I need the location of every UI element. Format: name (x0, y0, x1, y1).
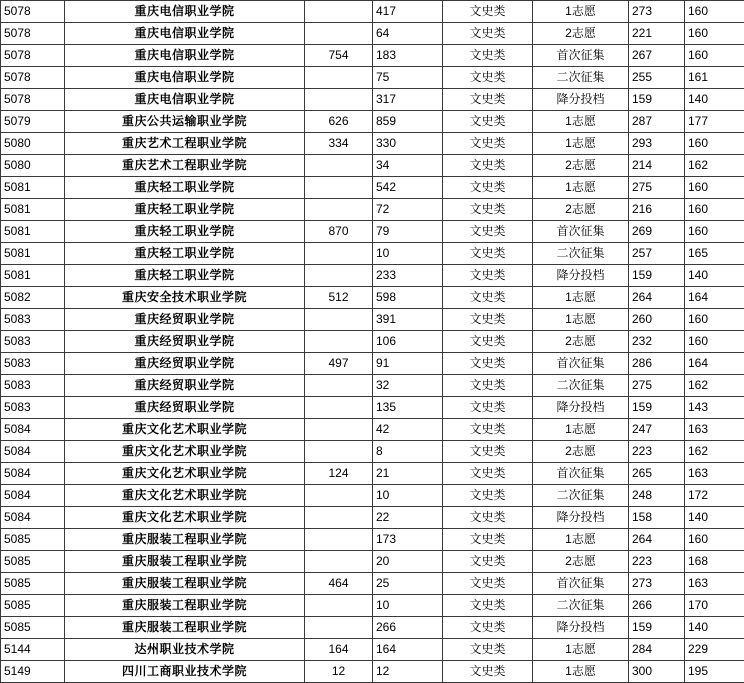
cell-category: 文史类 (443, 353, 533, 375)
cell-control-line: 162 (685, 375, 744, 397)
cell-school-code: 5149 (1, 661, 65, 683)
cell-applicants: 417 (373, 1, 443, 23)
cell-applicants: 8 (373, 441, 443, 463)
table-row (1, 45, 744, 67)
cell-batch: 降分投档 (533, 617, 629, 639)
cell-score-line: 269 (629, 221, 685, 243)
cell-plan-count (305, 551, 373, 573)
cell-control-line: 172 (685, 485, 744, 507)
cell-score-line: 221 (629, 23, 685, 45)
cell-school-code: 5078 (1, 1, 65, 23)
cell-category: 文史类 (443, 551, 533, 573)
cell-applicants: 72 (373, 199, 443, 221)
cell-plan-count (305, 243, 373, 265)
cell-score-line: 232 (629, 331, 685, 353)
table-row (1, 529, 744, 551)
table-row (1, 265, 744, 287)
cell-control-line: 140 (685, 507, 744, 529)
cell-school-code: 5081 (1, 199, 65, 221)
cell-score-line: 264 (629, 529, 685, 551)
cell-applicants: 12 (373, 661, 443, 683)
cell-category: 文史类 (443, 397, 533, 419)
cell-batch: 2志愿 (533, 23, 629, 45)
cell-score-line: 300 (629, 661, 685, 683)
cell-batch: 1志愿 (533, 177, 629, 199)
cell-applicants: 64 (373, 23, 443, 45)
cell-batch: 二次征集 (533, 595, 629, 617)
cell-category: 文史类 (443, 155, 533, 177)
cell-category: 文史类 (443, 485, 533, 507)
cell-school-name: 重庆服装工程职业学院 (65, 595, 305, 617)
cell-plan-count (305, 375, 373, 397)
table-row (1, 639, 744, 661)
cell-score-line: 287 (629, 111, 685, 133)
table-row (1, 397, 744, 419)
table-row (1, 287, 744, 309)
cell-batch: 2志愿 (533, 155, 629, 177)
cell-applicants: 542 (373, 177, 443, 199)
cell-score-line: 159 (629, 397, 685, 419)
cell-school-name: 重庆经贸职业学院 (65, 353, 305, 375)
cell-school-name: 重庆经贸职业学院 (65, 397, 305, 419)
cell-plan-count: 164 (305, 639, 373, 661)
cell-school-code: 5085 (1, 595, 65, 617)
cell-category: 文史类 (443, 133, 533, 155)
cell-score-line: 159 (629, 265, 685, 287)
cell-plan-count: 626 (305, 111, 373, 133)
cell-category: 文史类 (443, 419, 533, 441)
cell-control-line: 195 (685, 661, 744, 683)
cell-school-name: 重庆艺术工程职业学院 (65, 155, 305, 177)
cell-applicants: 79 (373, 221, 443, 243)
table-row (1, 155, 744, 177)
cell-score-line: 266 (629, 595, 685, 617)
cell-school-name: 重庆轻工职业学院 (65, 177, 305, 199)
cell-batch: 2志愿 (533, 441, 629, 463)
cell-score-line: 275 (629, 375, 685, 397)
cell-category: 文史类 (443, 199, 533, 221)
cell-control-line: 140 (685, 89, 744, 111)
cell-applicants: 233 (373, 265, 443, 287)
cell-control-line: 168 (685, 551, 744, 573)
cell-category: 文史类 (443, 23, 533, 45)
cell-school-name: 四川工商职业技术学院 (65, 661, 305, 683)
cell-score-line: 159 (629, 617, 685, 639)
cell-batch: 首次征集 (533, 45, 629, 67)
cell-category: 文史类 (443, 375, 533, 397)
cell-batch: 2志愿 (533, 551, 629, 573)
cell-applicants: 21 (373, 463, 443, 485)
cell-score-line: 247 (629, 419, 685, 441)
cell-applicants: 10 (373, 243, 443, 265)
cell-school-name: 重庆电信职业学院 (65, 67, 305, 89)
cell-score-line: 257 (629, 243, 685, 265)
cell-school-name: 重庆轻工职业学院 (65, 199, 305, 221)
table-row (1, 419, 744, 441)
table-row (1, 1, 744, 23)
cell-category: 文史类 (443, 309, 533, 331)
table-row (1, 485, 744, 507)
table-row (1, 331, 744, 353)
cell-batch: 首次征集 (533, 353, 629, 375)
cell-category: 文史类 (443, 1, 533, 23)
cell-applicants: 391 (373, 309, 443, 331)
cell-batch: 首次征集 (533, 573, 629, 595)
cell-school-code: 5078 (1, 89, 65, 111)
cell-plan-count: 334 (305, 133, 373, 155)
table-row (1, 111, 744, 133)
cell-applicants: 22 (373, 507, 443, 529)
cell-batch: 首次征集 (533, 463, 629, 485)
cell-school-code: 5082 (1, 287, 65, 309)
cell-control-line: 140 (685, 265, 744, 287)
cell-school-code: 5080 (1, 133, 65, 155)
cell-applicants: 106 (373, 331, 443, 353)
cell-control-line: 160 (685, 331, 744, 353)
cell-batch: 二次征集 (533, 67, 629, 89)
cell-plan-count (305, 89, 373, 111)
cell-control-line: 164 (685, 353, 744, 375)
cell-applicants: 10 (373, 485, 443, 507)
cell-batch: 降分投档 (533, 397, 629, 419)
table-row (1, 89, 744, 111)
cell-plan-count: 497 (305, 353, 373, 375)
cell-school-name: 重庆文化艺术职业学院 (65, 507, 305, 529)
cell-batch: 首次征集 (533, 221, 629, 243)
cell-control-line: 160 (685, 529, 744, 551)
cell-plan-count: 464 (305, 573, 373, 595)
cell-plan-count (305, 199, 373, 221)
cell-score-line: 284 (629, 639, 685, 661)
cell-school-name: 重庆经贸职业学院 (65, 375, 305, 397)
cell-plan-count (305, 23, 373, 45)
cell-applicants: 10 (373, 595, 443, 617)
cell-category: 文史类 (443, 331, 533, 353)
cell-batch: 1志愿 (533, 111, 629, 133)
cell-control-line: 163 (685, 419, 744, 441)
cell-score-line: 223 (629, 551, 685, 573)
cell-control-line: 165 (685, 243, 744, 265)
cell-plan-count (305, 617, 373, 639)
cell-category: 文史类 (443, 617, 533, 639)
cell-applicants: 173 (373, 529, 443, 551)
cell-control-line: 163 (685, 573, 744, 595)
cell-plan-count (305, 331, 373, 353)
cell-control-line: 161 (685, 67, 744, 89)
cell-school-code: 5085 (1, 617, 65, 639)
table-row (1, 573, 744, 595)
cell-batch: 降分投档 (533, 89, 629, 111)
cell-applicants: 135 (373, 397, 443, 419)
cell-score-line: 286 (629, 353, 685, 375)
table-row (1, 309, 744, 331)
cell-plan-count: 124 (305, 463, 373, 485)
cell-applicants: 32 (373, 375, 443, 397)
table-row (1, 67, 744, 89)
table-row (1, 353, 744, 375)
cell-school-code: 5083 (1, 353, 65, 375)
cell-plan-count (305, 309, 373, 331)
table-row (1, 463, 744, 485)
cell-control-line: 160 (685, 23, 744, 45)
cell-school-name: 达州职业技术学院 (65, 639, 305, 661)
cell-batch: 1志愿 (533, 309, 629, 331)
cell-category: 文史类 (443, 661, 533, 683)
cell-category: 文史类 (443, 111, 533, 133)
cell-school-code: 5081 (1, 177, 65, 199)
cell-control-line: 177 (685, 111, 744, 133)
table-row (1, 661, 744, 683)
cell-school-code: 5084 (1, 419, 65, 441)
cell-plan-count (305, 441, 373, 463)
table-row (1, 23, 744, 45)
cell-control-line: 160 (685, 177, 744, 199)
cell-applicants: 183 (373, 45, 443, 67)
cell-school-name: 重庆公共运输职业学院 (65, 111, 305, 133)
table-row (1, 441, 744, 463)
cell-batch: 降分投档 (533, 507, 629, 529)
cell-school-code: 5084 (1, 463, 65, 485)
cell-school-code: 5083 (1, 309, 65, 331)
cell-batch: 1志愿 (533, 529, 629, 551)
cell-batch: 1志愿 (533, 133, 629, 155)
cell-category: 文史类 (443, 463, 533, 485)
cell-school-code: 5084 (1, 507, 65, 529)
cell-school-code: 5081 (1, 265, 65, 287)
cell-school-code: 5144 (1, 639, 65, 661)
cell-applicants: 42 (373, 419, 443, 441)
cell-category: 文史类 (443, 507, 533, 529)
table-row (1, 243, 744, 265)
cell-control-line: 229 (685, 639, 744, 661)
cell-control-line: 160 (685, 221, 744, 243)
cell-school-name: 重庆安全技术职业学院 (65, 287, 305, 309)
cell-plan-count: 870 (305, 221, 373, 243)
cell-school-name: 重庆电信职业学院 (65, 1, 305, 23)
cell-applicants: 75 (373, 67, 443, 89)
cell-category: 文史类 (443, 243, 533, 265)
cell-category: 文史类 (443, 177, 533, 199)
cell-score-line: 260 (629, 309, 685, 331)
cell-applicants: 91 (373, 353, 443, 375)
cell-control-line: 160 (685, 133, 744, 155)
cell-batch: 降分投档 (533, 265, 629, 287)
cell-category: 文史类 (443, 45, 533, 67)
cell-school-code: 5078 (1, 23, 65, 45)
cell-plan-count (305, 155, 373, 177)
cell-applicants: 266 (373, 617, 443, 639)
cell-school-name: 重庆文化艺术职业学院 (65, 463, 305, 485)
cell-score-line: 216 (629, 199, 685, 221)
cell-plan-count (305, 507, 373, 529)
cell-batch: 二次征集 (533, 375, 629, 397)
cell-batch: 1志愿 (533, 1, 629, 23)
table-body (1, 1, 744, 683)
cell-score-line: 255 (629, 67, 685, 89)
cell-score-line: 264 (629, 287, 685, 309)
cell-category: 文史类 (443, 573, 533, 595)
cell-school-code: 5078 (1, 67, 65, 89)
cell-batch: 二次征集 (533, 485, 629, 507)
cell-plan-count (305, 397, 373, 419)
cell-score-line: 267 (629, 45, 685, 67)
cell-plan-count (305, 177, 373, 199)
cell-score-line: 214 (629, 155, 685, 177)
cell-school-code: 5084 (1, 441, 65, 463)
table-row (1, 133, 744, 155)
cell-score-line: 248 (629, 485, 685, 507)
cell-control-line: 160 (685, 45, 744, 67)
cell-applicants: 164 (373, 639, 443, 661)
cell-school-name: 重庆电信职业学院 (65, 89, 305, 111)
cell-category: 文史类 (443, 287, 533, 309)
cell-school-code: 5083 (1, 331, 65, 353)
cell-school-name: 重庆文化艺术职业学院 (65, 419, 305, 441)
cell-plan-count: 12 (305, 661, 373, 683)
cell-school-code: 5078 (1, 45, 65, 67)
cell-plan-count: 754 (305, 45, 373, 67)
cell-school-name: 重庆服装工程职业学院 (65, 529, 305, 551)
table-row (1, 507, 744, 529)
cell-applicants: 330 (373, 133, 443, 155)
cell-school-code: 5081 (1, 243, 65, 265)
cell-plan-count: 512 (305, 287, 373, 309)
cell-plan-count (305, 67, 373, 89)
cell-batch: 1志愿 (533, 639, 629, 661)
cell-category: 文史类 (443, 639, 533, 661)
cell-school-name: 重庆轻工职业学院 (65, 221, 305, 243)
cell-batch: 1志愿 (533, 419, 629, 441)
cell-school-code: 5079 (1, 111, 65, 133)
cell-category: 文史类 (443, 89, 533, 111)
cell-plan-count (305, 1, 373, 23)
cell-school-code: 5080 (1, 155, 65, 177)
cell-plan-count (305, 529, 373, 551)
cell-control-line: 160 (685, 309, 744, 331)
cell-batch: 1志愿 (533, 287, 629, 309)
cell-plan-count (305, 485, 373, 507)
cell-control-line: 160 (685, 199, 744, 221)
table-row (1, 595, 744, 617)
cell-score-line: 265 (629, 463, 685, 485)
cell-score-line: 158 (629, 507, 685, 529)
cell-school-code: 5084 (1, 485, 65, 507)
cell-score-line: 293 (629, 133, 685, 155)
cell-school-name: 重庆轻工职业学院 (65, 243, 305, 265)
cell-school-name: 重庆电信职业学院 (65, 45, 305, 67)
cell-school-name: 重庆服装工程职业学院 (65, 551, 305, 573)
cell-category: 文史类 (443, 265, 533, 287)
table-row (1, 551, 744, 573)
cell-school-code: 5085 (1, 529, 65, 551)
cell-control-line: 160 (685, 1, 744, 23)
cell-score-line: 273 (629, 1, 685, 23)
cell-batch: 2志愿 (533, 331, 629, 353)
cell-score-line: 223 (629, 441, 685, 463)
cell-score-line: 159 (629, 89, 685, 111)
cell-school-name: 重庆服装工程职业学院 (65, 573, 305, 595)
cell-batch: 1志愿 (533, 661, 629, 683)
cell-plan-count (305, 595, 373, 617)
cell-control-line: 164 (685, 287, 744, 309)
cell-school-name: 重庆文化艺术职业学院 (65, 485, 305, 507)
cell-applicants: 34 (373, 155, 443, 177)
table-row (1, 199, 744, 221)
cell-score-line: 273 (629, 573, 685, 595)
cell-batch: 二次征集 (533, 243, 629, 265)
cell-school-name: 重庆轻工职业学院 (65, 265, 305, 287)
cell-category: 文史类 (443, 529, 533, 551)
cell-category: 文史类 (443, 441, 533, 463)
cell-plan-count (305, 419, 373, 441)
cell-category: 文史类 (443, 67, 533, 89)
table-row (1, 375, 744, 397)
cell-control-line: 163 (685, 463, 744, 485)
table-row (1, 617, 744, 639)
cell-category: 文史类 (443, 595, 533, 617)
cell-school-name: 重庆服装工程职业学院 (65, 617, 305, 639)
cell-school-name: 重庆经贸职业学院 (65, 331, 305, 353)
cell-batch: 2志愿 (533, 199, 629, 221)
cell-score-line: 275 (629, 177, 685, 199)
table-row (1, 221, 744, 243)
cell-school-code: 5085 (1, 551, 65, 573)
cell-control-line: 162 (685, 155, 744, 177)
cell-applicants: 317 (373, 89, 443, 111)
table-row (1, 177, 744, 199)
cell-control-line: 140 (685, 617, 744, 639)
cell-school-code: 5083 (1, 375, 65, 397)
cell-school-name: 重庆电信职业学院 (65, 23, 305, 45)
cell-applicants: 25 (373, 573, 443, 595)
cell-control-line: 143 (685, 397, 744, 419)
cell-school-name: 重庆经贸职业学院 (65, 309, 305, 331)
cell-control-line: 162 (685, 441, 744, 463)
cell-school-name: 重庆艺术工程职业学院 (65, 133, 305, 155)
cell-applicants: 20 (373, 551, 443, 573)
cell-applicants: 598 (373, 287, 443, 309)
cell-school-code: 5081 (1, 221, 65, 243)
cell-category: 文史类 (443, 221, 533, 243)
cell-school-code: 5083 (1, 397, 65, 419)
cell-school-name: 重庆文化艺术职业学院 (65, 441, 305, 463)
cell-control-line: 170 (685, 595, 744, 617)
cell-school-code: 5085 (1, 573, 65, 595)
cell-applicants: 859 (373, 111, 443, 133)
cell-plan-count (305, 265, 373, 287)
